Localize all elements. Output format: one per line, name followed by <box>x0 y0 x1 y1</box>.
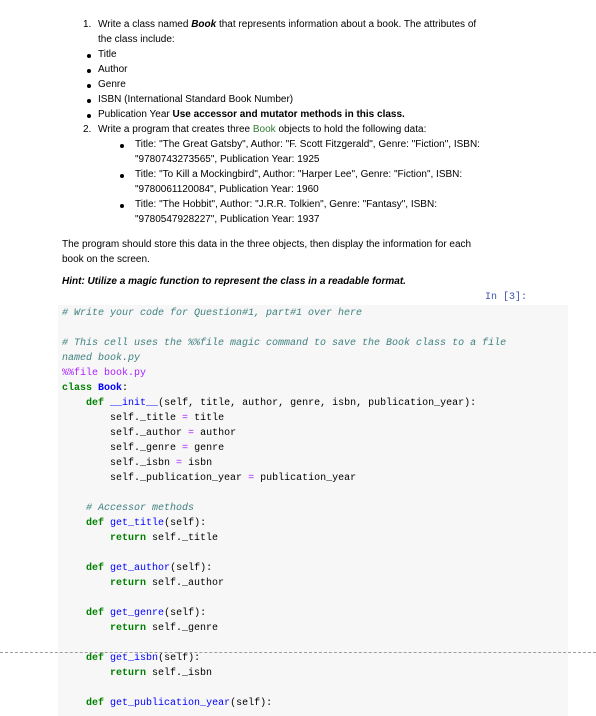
book-data-line: Title: "The Hobbit", Author: "J.R.R. Tolkien", Genre: "Fantasy", ISBN: <box>135 199 437 210</box>
code-comment: # This cell uses the %%file magic command to save the Book class to a file <box>62 338 507 349</box>
bullet <box>87 54 91 58</box>
bullet <box>87 69 91 73</box>
list-number: 1. <box>83 19 92 30</box>
attribute-item: Title <box>98 49 117 60</box>
list-number: 2. <box>83 124 92 135</box>
hint-text: Hint: Utilize a magic function to represent the class in a readable format. <box>62 276 406 287</box>
attribute-item: ISBN (International Standard Book Number) <box>98 94 294 105</box>
book-link[interactable]: Book <box>252 124 276 135</box>
bullet <box>87 84 91 88</box>
method-name: get_publication_year <box>110 698 231 709</box>
method-name: get_author <box>110 563 171 574</box>
attribute-item: Publication Year Use accessor and mutator methods in this class. <box>98 109 405 120</box>
method-name: get_isbn <box>110 653 159 664</box>
code-comment: # Write your code for Question#1, part#1 over here <box>62 308 363 319</box>
attribute-item: Genre <box>98 79 126 90</box>
book-data-line: Title: "The Great Gatsby", Author: "F. Scott Fitzgerald", Genre: "Fiction", ISBN: <box>135 139 480 150</box>
bullet <box>87 99 91 103</box>
bullet <box>87 114 91 118</box>
method-name: get_genre <box>110 608 165 619</box>
class-name: Book <box>98 383 123 394</box>
method-name: __init__ <box>110 398 159 409</box>
book-data-line: Title: "To Kill a Mockingbird", Author: "Harper Lee", Genre: "Fiction", ISBN: <box>135 169 463 180</box>
class-name-book: Book <box>191 19 217 30</box>
bullet <box>120 144 124 148</box>
bullet <box>120 174 124 178</box>
book-data-line: "9780061120084", Publication Year: 1960 <box>135 184 319 195</box>
book-data-line: "9780743273565", Publication Year: 1925 <box>135 154 320 165</box>
question-text: Write a program that creates three Book objects to hold the following data: <box>98 124 427 135</box>
cell-prompt: In [3]: <box>485 292 528 303</box>
magic-command: %%file book.py <box>62 368 147 379</box>
method-name: get_title <box>110 518 165 529</box>
instruction-paragraph: The program should store this data in the three objects, then display the information for each book on the screen. <box>62 239 472 265</box>
question-text: Write a class named Book that represents information about a book. The attributes of <box>98 19 477 30</box>
page-break-divider <box>0 652 596 653</box>
book-data-line: "9780547928227", Publication Year: 1937 <box>135 214 320 225</box>
attribute-item: Author <box>98 64 128 75</box>
code-editor[interactable]: # Write your code for Question#1, part#1 over here # This cell uses the %%file magic command to save the Book class to a file named book.py %%file book.py class Book: def __init__(self, title, author, genre, isbn, publication_year): self._title = title self._author = author self._genre = genre self._isbn = isbn self._publication_year = publication_year # Accessor methods def get_title(self): return self._title def get_author(self): return self._author def get_genre(self): return self._genre def get_isbn(self): return self._isbn def get_publication_year(self): <box>62 308 507 709</box>
bullet <box>120 204 124 208</box>
code-comment: # Accessor methods <box>86 503 195 514</box>
code-comment: named book.py <box>62 353 141 364</box>
question-text-cont: the class include: <box>98 34 175 45</box>
